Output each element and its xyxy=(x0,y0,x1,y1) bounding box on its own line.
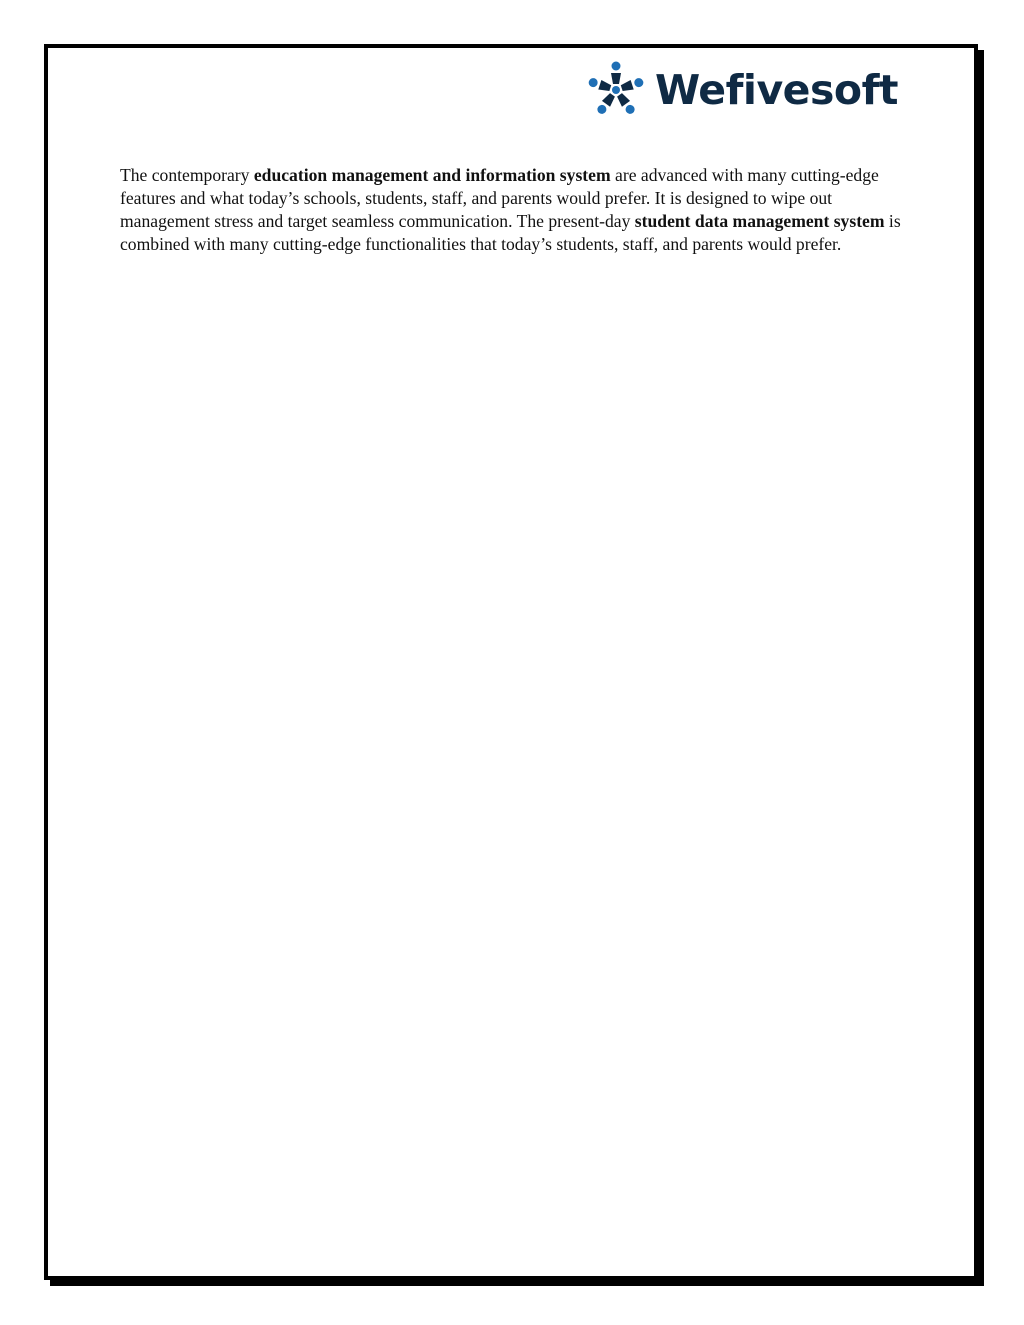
brand-logo xyxy=(585,58,898,122)
paragraph-bold-term-1: education management and information system xyxy=(253,165,611,185)
paragraph-text-1: The contemporary xyxy=(120,165,254,185)
intro-paragraph xyxy=(120,164,910,256)
wefivesoft-logo-icon xyxy=(585,59,647,121)
brand-wordmark: Wefivesoft xyxy=(655,65,899,114)
paragraph-bold-term-2: student data management system xyxy=(634,211,885,231)
paragraph-text-3: is combined with many cutting-edge functionalities that today’s students, staff, and parents would prefer. xyxy=(120,211,901,254)
paragraph-text-2: are advanced with many cutting-edge features and what today’s schools, students, staff, and parents would prefer. It is designed to wipe out management stress and target seamless communication. The present-day xyxy=(120,165,879,231)
